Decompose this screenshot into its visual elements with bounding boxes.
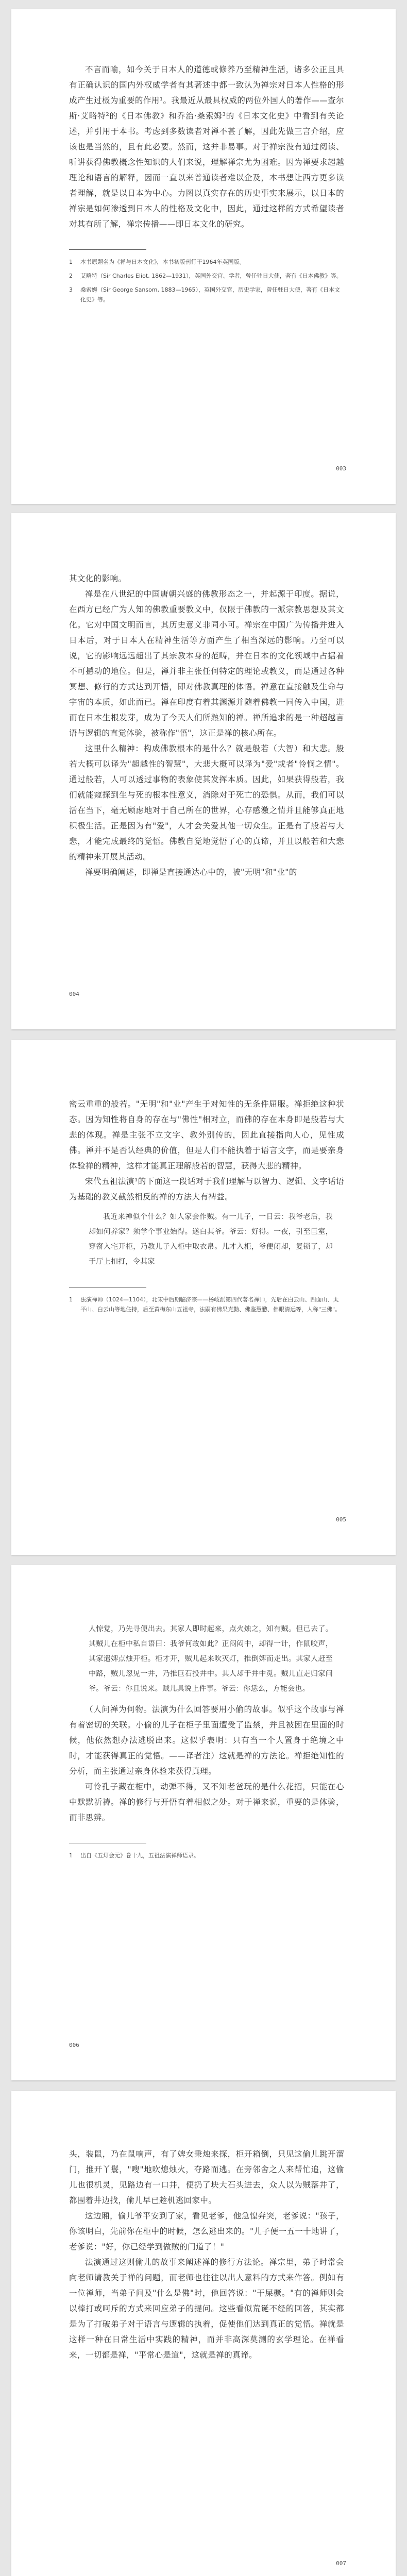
footnote-number: 2 xyxy=(69,273,73,279)
footnote-number: 1 xyxy=(69,1852,73,1859)
footnote-text: 艾略特（Sir Charles Eliot, 1862—1931），英国外交官、学者，曾任驻日大使，著有《日本佛教》等。 xyxy=(80,273,342,279)
paragraph: 密云重重的般若。"无明"和"业"产生于对知性的无条件屈服。禅拒绝这种状态。因为知性将自身的存在与"佛性"相对立，而佛的存在本身即是般若与大悲的体现。禅是主张不立文字、教外别传的，因此直接指向人心，见性成佛。禅并不是否认经典的价值，但是人们不能执着于语言文字，而是要亲身体验禅的精神，这样才能真正理解般若的智慧，获得大悲的精神。 xyxy=(69,1099,344,1171)
footnote xyxy=(69,1295,344,1314)
paragraph: 头，装鼠，乃在鼠响声，有了婢女秉烛来探，柜开箱倒，只见这偷儿跳开溜门，推开丫鬟，"嗖"地吹熄烛火，夺路而逃。在旁邻舍之人来帮忙追，这偷儿也很机灵，见路边有一口井，便扔了块大石头进去，众人以为贼落井了，都围着井边找，偷儿早已趁机逃回家中。 xyxy=(69,2149,344,2205)
paragraph: 禅是在八世纪的中国唐朝兴盛的佛教形态之一，并起源于印度。据说，在西方已经广为人知的佛教重要教义中，仅限于佛教的一派宗教思想及其文化。它对中国文明而言，其历史意义非同小可。禅宗在中国广为传播并进入日本后，对于日本人在精神生活等方面产生了相当深远的影响。乃至可以说，它的影响远远超出了其宗教本身的范畴，并在日本的文化领域中占据着不可撼动的地位。但是，禅并非主张任何特定的理论或教义，而是通过各种冥想、修行的方式达到开悟，即对佛教真理的体悟。禅意在直接触及生命与宇宙的本质，如此而已。禅在印度有着其渊源并随着佛教一同传入中国，进而在日本生根发芽，成为了今天人们所熟知的禅。禅所追求的是一种超越言语与逻辑的直觉体验，被称作"悟"，这正是禅的核心所在。 xyxy=(69,589,344,738)
book-page-3 xyxy=(11,1040,396,1555)
footnote xyxy=(69,285,344,304)
footnote xyxy=(69,257,344,267)
footnote xyxy=(69,271,344,281)
page-number: 004 xyxy=(69,991,79,997)
paragraph: 法演通过这则偷儿的故事来阐述禅的修行方法论。禅宗里，弟子时常会向老师请教关于禅的问题，而老师也往往以出人意料的方式来作答。例如有一位禅师，当弟子问及"什么是佛"时，他回答说："干屎橛。"有的禅师则会以棒打或呵斥的方式来回应弟子的提问。这些看似荒诞不经的回答，其实都是为了打破弟子对于语言与逻辑的执着，促使他们达到真正的觉悟。禅就是这样一种在日常生活中实践的精神，而并非高深莫测的玄学理论。在禅看来，一切都是禅，"平常心是道"，这就是禅的真谛。 xyxy=(69,2258,344,2360)
paragraph: 宋代五祖法演¹的下面这一段话对于我们理解与以智力、逻辑、文字话语为基础的教义截然相反的禅的方法大有裨益。 xyxy=(69,1177,344,1201)
footnote-text: 桑索姆（Sir George Sansom, 1883—1965），英国外交官，历史学家，曾任驻日大使，著有《日本文化史》等。 xyxy=(80,286,341,303)
paragraph: 这里什么精神：构成佛教根本的是什么？就是般若（大智）和大悲。般若大概可以译为"超越性的智慧"，大悲大概可以译为"爱"或者"怜悯之情"。通过般若，人可以透过事物的表象使其发挥本质。因此，如果获得般若，我们就能窥探到生与死的根本性意义，消除对于死亡的恐惧。从而，我们可以活在当下，毫无顾虑地对于自己所在的世界，心存感激之情并且能够真正地积极生活。正是因为有"爱"，人才会关爱其他一切众生。正是有了般若与大悲，才能完成最终的觉悟。佛教自觉地觉悟了心的真谛，并且以般若和大悲的精神来开展其活动。 xyxy=(69,744,344,861)
footnote xyxy=(69,1851,344,1860)
page-number: 006 xyxy=(69,2042,79,2048)
block-quote: 人惊觉，乃先寻便出去。其家人即时起来，点火烛之，知有贼。但已去了。其贼儿在柜中私自语曰：我爷何故如此？正闷闷中，却得一计，作鼠咬声，其家遣婢点烛开柜。柜才开，贼儿起来吹灭灯，推倒婢而走出。其家人赶至中路，贼儿忽见一井，乃推巨石投井中。其人却于井中觅。贼儿直走归家问爷。爷云：你且说来。贼儿具说上件事。爷云：你恁么，方能会也。 xyxy=(89,1625,333,1693)
page-body xyxy=(69,1565,344,1860)
page-number: 005 xyxy=(336,1516,346,1523)
page-body xyxy=(69,9,344,304)
footnote-text: 法演禅师（1024—1104），北宋中后期临济宗——杨岐派第四代著名禅师，先后在白云山、四面山、太平山、白云山等地住持，后至黄梅东山五祖寺，法嗣有佛果克勤、佛鉴慧懃、佛眼清远等，人称"三佛"。 xyxy=(80,1296,341,1313)
footnote-number: 1 xyxy=(69,259,73,265)
footnote-number: 3 xyxy=(69,286,73,293)
block-quote: 我近来禅似个什么？如人家会作贼。有一儿子，一日云：我爷老后，我却如何养家？须学个事业始得。遂白其爷。爷云：好得。一夜，引至巨室，穿窬入宅开柜，乃教儿子入柜中取衣帛。儿才入柜，爷便闭却，复锁了，却于厅上扣打，令其家 xyxy=(89,1213,333,1266)
paragraph: 这边厢，偷儿爷平安到了家，看见老爹，他急惶奔突，老爹说："孩子，你该明白，先前你在柜中的时候，怎么逃出来的。"儿子便一五一十地讲了，老爹说："好，你已经学到做贼的门道了！" xyxy=(69,2211,344,2251)
page-body xyxy=(69,1040,344,1314)
footnote-number: 1 xyxy=(69,1296,73,1303)
paragraph: 可怜孔子藏在柜中，动弹不得，又不知老爸玩的是什么花招，只能在心中默默祈祷。禅的修行与开悟有着相似之处。对于禅来说，重要的是体验，而非思辨。 xyxy=(69,1782,344,1822)
paragraph: 其文化的影响。 xyxy=(69,574,127,583)
paragraph: （人问禅为何物。法演为什么回答要用小偷的故事。似乎这个故事与禅有着密切的关联。小偷的儿子在柜子里面遭受了监禁，并且被困在里面的时候，他依然想办法逃脱出来。这似乎表明：只有当一个人置身于绝境之中时，才能获得真正的觉悟。——译者注）这就是禅的方法论。禅拒绝知性的分析，而主张通过亲身体验来获得真理。 xyxy=(69,1705,344,1776)
page-number: 007 xyxy=(336,2560,346,2567)
paragraph: 禅要明确阐述，即禅是直接通达心中的，被"无明"和"业"的 xyxy=(85,868,297,877)
book-page-4 xyxy=(11,1565,396,2080)
footnote-text: 出自《五灯会元》卷十九，五祖法演禅师语录。 xyxy=(80,1852,199,1859)
footnote-text: 本书原题名为《禅与日本文化》，本书初版刊行于1964年英国版。 xyxy=(80,259,245,265)
footnote-divider xyxy=(69,249,146,250)
paragraph: 不言而喻，如今关于日本人的道德或修养乃至精神生活，诸多公正且具有正确认识的国内外权威学者有其著述中都一致认为禅宗对日本人性格的形成产生过极为重要的作用¹。我最近从最具权威的两位外国人的著作——查尔斯·艾略特²的《日本佛教》和乔治·桑索姆³的《日本文化史》中看到有关论述，并引用于本书。考虑到多数读者对禅不甚了解，因此先做三言介绍，应该也是当然的，且有此必要。然而，这并非易事。对于禅宗没有通过阅读、听讲获得佛教概念性知识的人们来说，理解禅宗尤为困难。因为禅要求超越理论和语言的解释，因而一直以来普通读者难以企及，本书想让西方更多读者理解，就是以日本为中心。力图以真实存在的历史事实来展示，以日本的禅宗是如何渗透到日本人的性格及文化中，因此，通过这样的方式希望读者对其有所了解，禅宗传播——即日本文化的研究。 xyxy=(69,65,344,229)
page-body xyxy=(69,513,344,880)
book-page-5 xyxy=(11,2091,396,2576)
book-page-1 xyxy=(11,9,396,504)
page-body xyxy=(69,2091,344,2363)
book-page-2 xyxy=(11,513,396,1029)
page-number: 003 xyxy=(336,465,346,472)
